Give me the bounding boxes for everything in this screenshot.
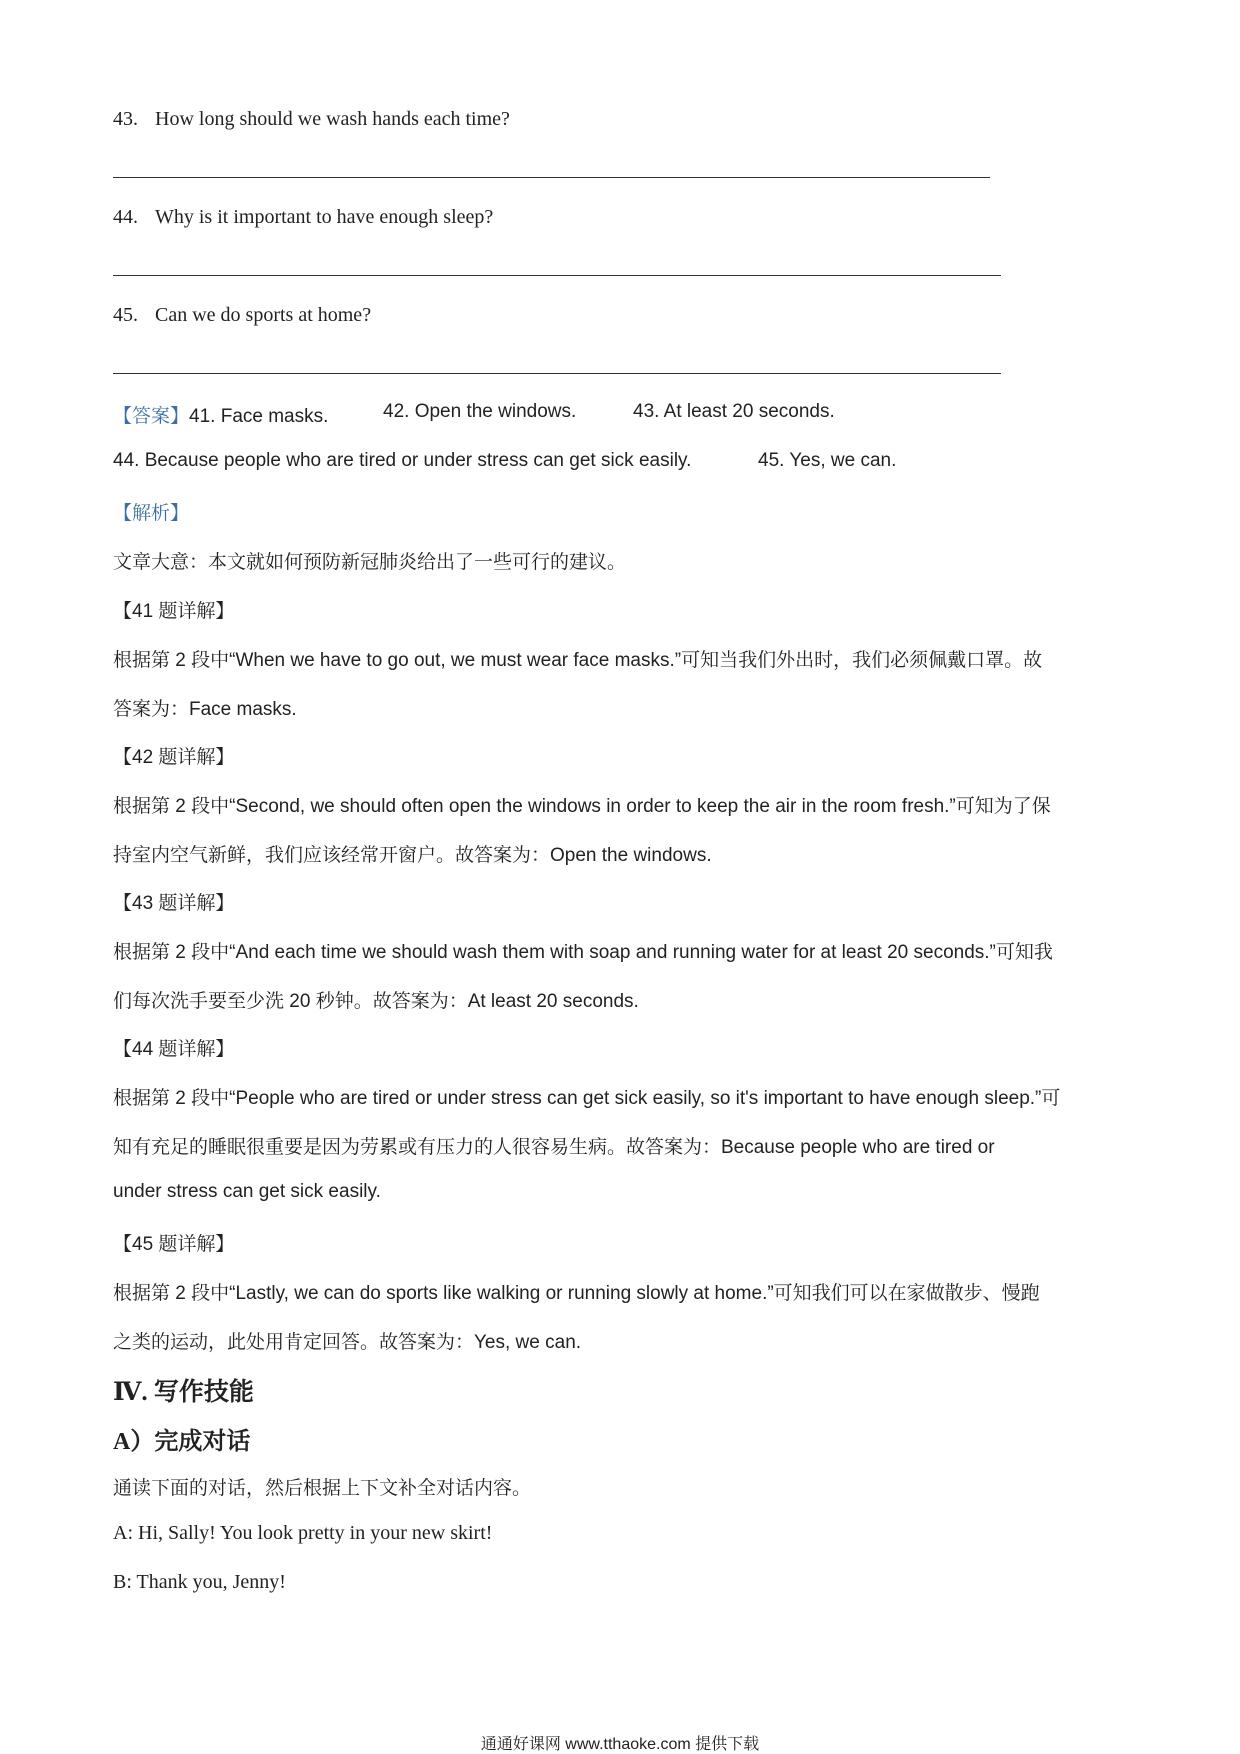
- answer-line[interactable]: [113, 373, 1001, 374]
- question-45: [113, 304, 371, 327]
- question-text: How long should we wash hands each time?: [155, 108, 510, 130]
- question-text: Why is it important to have enough sleep?: [155, 206, 494, 228]
- detail-44-line-2: 知有充足的睡眠很重要是因为劳累或有压力的人很容易生病。故答案为：Because people who are tired or: [113, 1137, 995, 1158]
- question-number: 45.: [113, 304, 138, 326]
- detail-45-line-2: 之类的运动，此处用肯定回答。故答案为：Yes, we can.: [113, 1332, 582, 1353]
- answer-44: 44. Because people who are tired or under stress can get sick easily.: [113, 450, 692, 471]
- question-43: [113, 108, 510, 131]
- question-44: [113, 206, 493, 229]
- answer-41: 41. Face masks.: [189, 406, 329, 427]
- answer-42: 42. Open the windows.: [383, 401, 577, 422]
- detail-42-line-2: 持室内空气新鲜，我们应该经常开窗户。故答案为：Open the windows.: [113, 845, 712, 866]
- answer-43: 43. At least 20 seconds.: [633, 401, 835, 422]
- answer-45: 45. Yes, we can.: [758, 450, 897, 471]
- question-text: Can we do sports at home?: [155, 304, 372, 326]
- detail-45-title: 【45 题详解】: [113, 1234, 235, 1255]
- article-summary: 文章大意：本文就如何预防新冠肺炎给出了一些可行的建议。: [113, 552, 627, 573]
- detail-43-line-2: 们每次洗手要至少洗 20 秒钟。故答案为：At least 20 seconds.: [113, 991, 639, 1012]
- detail-45-line-1: 根据第 2 段中“Lastly, we can do sports like walking or running slowly at home.”可知我们可以在家做散步、慢跑: [113, 1283, 1040, 1304]
- detail-42-line-1: 根据第 2 段中“Second, we should often open the windows in order to keep the air in the room fresh.”可知为了保: [113, 796, 1051, 817]
- page-footer: 通通好课网 www.tthaoke.com 提供下载: [480, 1736, 760, 1753]
- dialogue-line-b: B: Thank you, Jenny!: [113, 1571, 286, 1593]
- detail-41-title: 【41 题详解】: [113, 601, 235, 622]
- section-title: Ⅳ. 写作技能: [113, 1379, 254, 1406]
- answer-line-1: [113, 401, 328, 428]
- dialogue-line-a: A: Hi, Sally! You look pretty in your new skirt!: [113, 1522, 493, 1544]
- question-number: 43.: [113, 108, 138, 130]
- analysis-label: 【解析】: [113, 503, 190, 524]
- section-subtitle: A）完成对话: [113, 1429, 251, 1455]
- section-instruction: 通读下面的对话，然后根据上下文补全对话内容。: [113, 1478, 532, 1499]
- detail-41-line-2: 答案为：Face masks.: [113, 699, 297, 720]
- answer-line[interactable]: [113, 177, 990, 178]
- detail-44-line-1: 根据第 2 段中“People who are tired or under stress can get sick easily, so it's important to have enough sleep.”可: [113, 1088, 1061, 1109]
- detail-43-line-1: 根据第 2 段中“And each time we should wash them with soap and running water for at least 20 seconds.”可知我: [113, 942, 1053, 963]
- detail-42-title: 【42 题详解】: [113, 747, 235, 768]
- detail-41-line-1: 根据第 2 段中“When we have to go out, we must wear face masks.”可知当我们外出时，我们必须佩戴口罩。故: [113, 650, 1043, 671]
- answer-label: 【答案】: [113, 406, 190, 427]
- question-number: 44.: [113, 206, 138, 228]
- detail-44-title: 【44 题详解】: [113, 1039, 235, 1060]
- detail-44-line-3: under stress can get sick easily.: [113, 1181, 381, 1202]
- answer-line[interactable]: [113, 275, 1001, 276]
- detail-43-title: 【43 题详解】: [113, 893, 235, 914]
